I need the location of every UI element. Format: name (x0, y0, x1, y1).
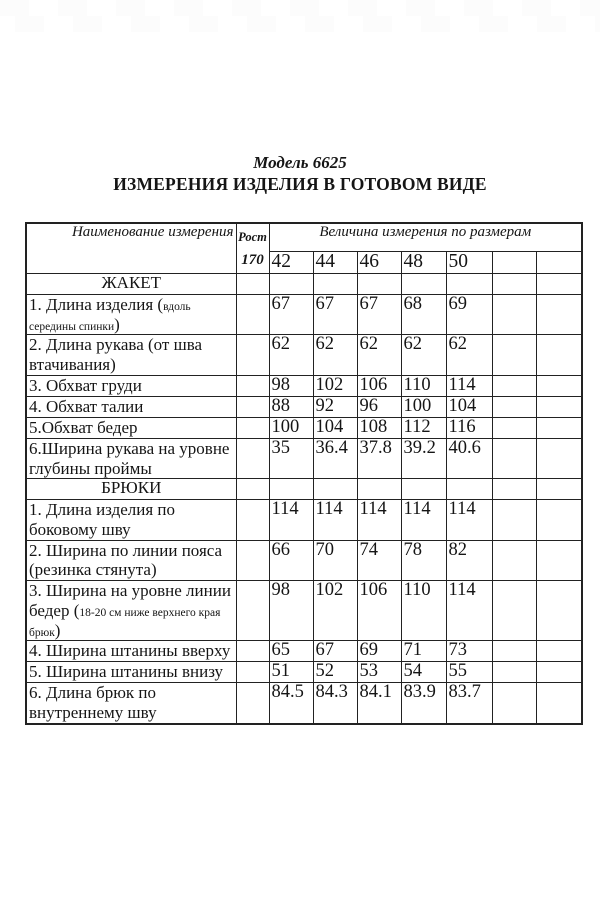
measurement-label (26, 417, 236, 438)
measurement-value: 96 (357, 396, 401, 417)
growth-value-cell (236, 581, 269, 641)
empty-cell (313, 274, 357, 295)
measurement-label (26, 396, 236, 417)
section-title: БРЮКИ (26, 479, 236, 500)
measurement-value: 106 (357, 581, 401, 641)
measurement-label (26, 662, 236, 683)
measurement-value: 62 (446, 335, 492, 375)
measurement-value: 67 (269, 295, 313, 335)
measurement-value: 84.3 (313, 683, 357, 724)
measurement-value: 114 (269, 500, 313, 540)
scan-artifact-row (0, 0, 600, 16)
growth-value-cell (236, 500, 269, 540)
measurement-value: 36.4 (313, 438, 357, 478)
measurement-value: 71 (401, 641, 446, 662)
growth-value-cell (236, 295, 269, 335)
size-header-44: 44 (313, 252, 357, 274)
measurement-row (26, 500, 582, 540)
measurement-value: 102 (313, 581, 357, 641)
empty-cell (536, 396, 582, 417)
measurement-value: 62 (357, 335, 401, 375)
empty-cell (536, 295, 582, 335)
measurement-value: 82 (446, 540, 492, 580)
empty-cell (401, 274, 446, 295)
measurement-value: 112 (401, 417, 446, 438)
measurement-value: 67 (313, 641, 357, 662)
section-title: ЖАКЕТ (26, 274, 236, 295)
measurement-label (26, 438, 236, 478)
empty-cell (269, 274, 313, 295)
empty-cell (536, 438, 582, 478)
empty-cell (492, 396, 536, 417)
measurement-value: 62 (401, 335, 446, 375)
measurement-value: 73 (446, 641, 492, 662)
measurement-value: 98 (269, 581, 313, 641)
empty-cell (446, 274, 492, 295)
measurement-value: 104 (313, 417, 357, 438)
growth-label: Рост (238, 229, 267, 244)
growth-value: 170 (241, 252, 264, 268)
growth-value-cell (236, 662, 269, 683)
empty-cell (536, 662, 582, 683)
measurement-row (26, 641, 582, 662)
column-header-sizes-caption: Величина измерения по размерам (269, 223, 582, 252)
measurement-row (26, 295, 582, 335)
empty-cell (536, 417, 582, 438)
measurement-label (26, 641, 236, 662)
measurement-label (26, 581, 236, 641)
label-text: 2. Ширина по линии пояса (резинка стянута) (29, 540, 223, 580)
measurement-value: 114 (446, 500, 492, 540)
measurement-value: 100 (269, 417, 313, 438)
label-text: 3. Ширина на уровне линии бедер ( (29, 581, 231, 620)
size-header-46: 46 (357, 252, 401, 274)
measurement-value: 88 (269, 396, 313, 417)
measurement-label (26, 683, 236, 724)
measurement-value: 40.6 (446, 438, 492, 478)
empty-cell (536, 581, 582, 641)
measurement-row (26, 581, 582, 641)
label-text: 6.Ширина рукава на уровне глубины проймы (29, 438, 230, 478)
scan-artifact-row (0, 16, 600, 32)
measurement-value: 100 (401, 396, 446, 417)
measurement-value: 98 (269, 375, 313, 396)
label-small-text: вдоль середины спинки (29, 301, 191, 333)
empty-cell (492, 274, 536, 295)
measurement-label (26, 540, 236, 580)
empty-cell (236, 274, 269, 295)
empty-cell (492, 438, 536, 478)
empty-cell (536, 335, 582, 375)
column-header-measurement-name: Наименование измерения (26, 223, 236, 274)
section-header-row (26, 479, 582, 500)
growth-value-cell (236, 417, 269, 438)
empty-cell (492, 417, 536, 438)
measurement-row (26, 540, 582, 580)
measurement-value: 55 (446, 662, 492, 683)
measurement-value: 83.7 (446, 683, 492, 724)
measurements-table (25, 222, 583, 725)
measurement-value: 39.2 (401, 438, 446, 478)
measurement-value: 35 (269, 438, 313, 478)
measurement-value: 104 (446, 396, 492, 417)
size-header-50: 50 (446, 252, 492, 274)
label-text-end: ) (54, 620, 61, 640)
empty-cell (236, 479, 269, 500)
measurement-value: 92 (313, 396, 357, 417)
empty-cell (536, 683, 582, 724)
empty-cell (492, 540, 536, 580)
measurement-value: 67 (313, 295, 357, 335)
measurement-value: 110 (401, 375, 446, 396)
measurement-value: 84.5 (269, 683, 313, 724)
measurement-value: 116 (446, 417, 492, 438)
section-header-row (26, 274, 582, 295)
label-text: 5.Обхват бедер (29, 417, 138, 437)
label-text: 1. Длина изделия ( (29, 295, 164, 314)
measurement-value: 108 (357, 417, 401, 438)
measurement-row (26, 417, 582, 438)
page-title: ИЗМЕРЕНИЯ ИЗДЕЛИЯ В ГОТОВОМ ВИДЕ (113, 173, 487, 194)
measurement-value: 69 (446, 295, 492, 335)
header-row-1 (26, 223, 582, 252)
size-header-42: 42 (269, 252, 313, 274)
column-header-growth (236, 223, 269, 274)
measurement-row (26, 375, 582, 396)
size-header-48: 48 (401, 252, 446, 274)
measurement-value: 78 (401, 540, 446, 580)
label-small-text: 18-20 см ниже верхнего края брюк (29, 606, 221, 639)
empty-cell (536, 375, 582, 396)
measurement-value: 106 (357, 375, 401, 396)
measurement-value: 62 (269, 335, 313, 375)
empty-cell (492, 683, 536, 724)
empty-cell (269, 479, 313, 500)
empty-cell (536, 540, 582, 580)
measurement-value: 52 (313, 662, 357, 683)
measurement-value: 65 (269, 641, 313, 662)
empty-cell (492, 662, 536, 683)
measurement-label (26, 335, 236, 375)
label-text: 4. Ширина штанины вверху (29, 641, 231, 661)
measurement-value: 83.9 (401, 683, 446, 724)
model-title: Модель 6625 (253, 153, 347, 172)
empty-cell (492, 375, 536, 396)
empty-cell (536, 479, 582, 500)
measurement-value: 69 (357, 641, 401, 662)
measurement-value: 68 (401, 295, 446, 335)
growth-value-cell (236, 438, 269, 478)
measurement-row (26, 335, 582, 375)
measurement-value: 53 (357, 662, 401, 683)
top-edge-scan-artifact (0, 0, 600, 32)
measurement-value: 102 (313, 375, 357, 396)
measurement-row (26, 396, 582, 417)
empty-cell (357, 274, 401, 295)
empty-cell (492, 335, 536, 375)
measurement-value: 114 (446, 581, 492, 641)
empty-cell (492, 500, 536, 540)
empty-cell (357, 479, 401, 500)
measurement-value: 110 (401, 581, 446, 641)
empty-cell (536, 500, 582, 540)
label-text: 1. Длина изделия по боковому шву (29, 500, 176, 539)
growth-value-cell (236, 683, 269, 724)
document-title-block (0, 153, 600, 195)
label-text: 2. Длина рукава (от шва втачивания) (29, 335, 203, 375)
measurement-label (26, 295, 236, 335)
measurement-row (26, 662, 582, 683)
table-header (26, 223, 582, 274)
measurement-value: 62 (313, 335, 357, 375)
measurements-table-body (26, 274, 582, 724)
empty-cell (536, 274, 582, 295)
growth-value-cell (236, 540, 269, 580)
label-text: 3. Обхват груди (29, 375, 142, 395)
label-text-end: ) (114, 314, 120, 334)
measurement-value: 37.8 (357, 438, 401, 478)
measurement-row (26, 438, 582, 478)
measurement-value: 66 (269, 540, 313, 580)
measurement-label (26, 375, 236, 396)
measurement-value: 84.1 (357, 683, 401, 724)
empty-cell (492, 479, 536, 500)
measurement-value: 114 (446, 375, 492, 396)
empty-cell (401, 479, 446, 500)
growth-value-cell (236, 396, 269, 417)
label-text: 4. Обхват талии (29, 396, 144, 416)
measurement-value: 70 (313, 540, 357, 580)
measurement-value: 114 (357, 500, 401, 540)
empty-cell (492, 295, 536, 335)
label-text: 5. Ширина штанины внизу (29, 662, 224, 682)
empty-cell (492, 641, 536, 662)
size-header-empty (536, 252, 582, 274)
empty-cell (313, 479, 357, 500)
measurement-value: 54 (401, 662, 446, 683)
empty-cell (536, 641, 582, 662)
measurement-value: 114 (313, 500, 357, 540)
measurement-value: 74 (357, 540, 401, 580)
empty-cell (492, 581, 536, 641)
measurement-label (26, 500, 236, 540)
size-header-empty (492, 252, 536, 274)
measurement-value: 51 (269, 662, 313, 683)
label-text: 6. Длина брюк по внутреннему шву (29, 683, 157, 722)
empty-cell (446, 479, 492, 500)
growth-value-cell (236, 335, 269, 375)
measurement-value: 67 (357, 295, 401, 335)
measurement-row (26, 683, 582, 724)
growth-value-cell (236, 641, 269, 662)
measurement-value: 114 (401, 500, 446, 540)
growth-value-cell (236, 375, 269, 396)
